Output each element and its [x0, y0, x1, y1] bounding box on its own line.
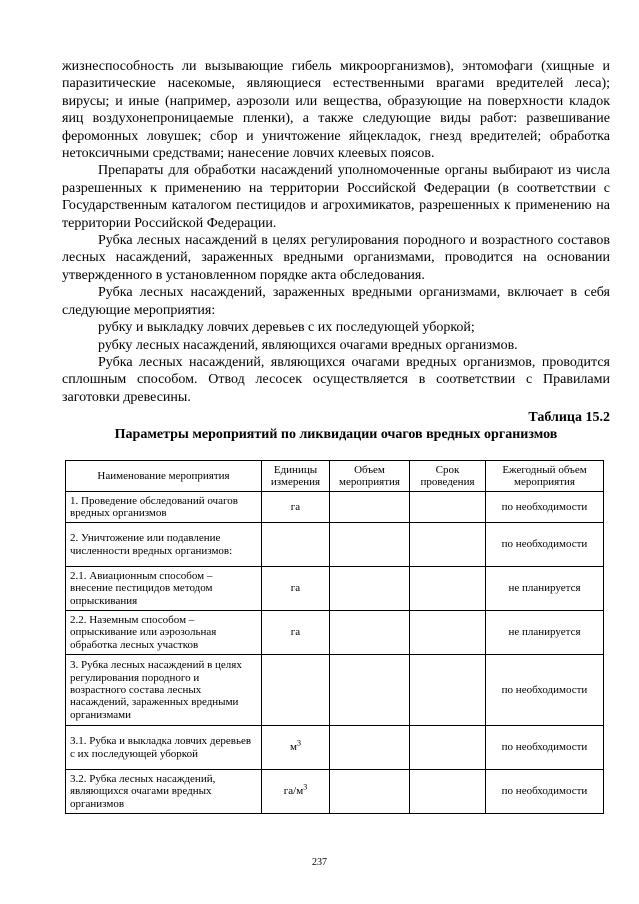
- table-row: [66, 567, 604, 611]
- paragraph-5: рубку и выкладку ловчих деревьев с их последующей уборкой;: [98, 320, 475, 336]
- cell-annual: по необходимости: [486, 492, 604, 523]
- cell-annual: по необходимости: [486, 726, 604, 770]
- cell-unit: [262, 770, 330, 814]
- paragraph-7: Рубка лесных насаждений, являющихся очагами вредных организмов, проводится сплошным способом. Отвод лесосек осуществляется в соответствии с Правилами заготовки древесины.: [62, 354, 610, 405]
- cell-annual: по необходимости: [486, 655, 604, 726]
- table-header-row: [66, 461, 604, 492]
- table-row: [66, 655, 604, 726]
- table-row: [66, 726, 604, 770]
- cell-term: [410, 611, 486, 655]
- cell-unit: [262, 567, 330, 611]
- cell-name: 2.2. Наземным способом – опрыскивание или аэрозольная обработка лесных участков: [66, 611, 262, 655]
- cell-annual: по необходимости: [486, 523, 604, 567]
- table-row: [66, 523, 604, 567]
- cell-term: [410, 770, 486, 814]
- cell-unit: [262, 611, 330, 655]
- cell-term: [410, 492, 486, 523]
- paragraph-1: жизнеспособность ли вызывающие гибель микроорганизмов), энтомофаги (хищные и паразитические насекомые, являющиеся естественными врагами вредителей леса); вирусы; и иные (например, аэрозоли или вещества, образующие на поверхности кладок яиц воздухонепроницаемые пленки), а также следующие виды работ: развешивание феромонных ловушек; сбор и уничтожение яйцекладок, гнезд вредителей; обработка нетоксичными средствами; нанесение ловчих клеевых поясов.: [62, 59, 610, 162]
- cell-name: 1. Проведение обследований очагов вредных организмов: [66, 492, 262, 523]
- paragraph-2: Препараты для обработки насаждений уполномоченные органы выбирают из числа разрешенных к применению на территории Российской Федерации (в соответствии с Государственным каталогом пестицидов и агрохимикатов, разрешенных к применению на территории Российской Федерации.: [62, 163, 610, 231]
- table-row: [66, 611, 604, 655]
- header-term: Срок проведения: [410, 461, 486, 492]
- cell-term: [410, 523, 486, 567]
- unit-text: га/м: [283, 785, 304, 798]
- cell-annual: не планируется: [486, 567, 604, 611]
- cell-unit: [262, 726, 330, 770]
- table-number: Таблица 15.2: [528, 410, 610, 426]
- cell-volume: [330, 567, 410, 611]
- cell-annual: не планируется: [486, 611, 604, 655]
- unit-text: га: [290, 500, 301, 513]
- cell-name: 3.1. Рубка и выкладка ловчих деревьев с их последующей уборкой: [66, 726, 262, 770]
- cell-volume: [330, 655, 410, 726]
- cell-unit: [262, 655, 330, 726]
- header-annual: Ежегодный объем мероприятия: [486, 461, 604, 492]
- unit-sup: 3: [296, 738, 301, 748]
- cell-name: 3.2. Рубка лесных насаждений, являющихся очагами вредных организмов: [66, 770, 262, 814]
- unit-sup: 3: [303, 782, 308, 792]
- paragraph-6: рубку лесных насаждений, являющихся очагами вредных организмов.: [98, 337, 518, 353]
- cell-volume: [330, 523, 410, 567]
- table-row: [66, 770, 604, 814]
- cell-volume: [330, 492, 410, 523]
- page-number: 237: [312, 857, 327, 868]
- cell-volume: [330, 611, 410, 655]
- header-volume: Объем мероприятия: [330, 461, 410, 492]
- unit-text: га: [290, 582, 301, 595]
- measures-table: [65, 460, 604, 814]
- table-title: Параметры мероприятий по ликвидации очагов вредных организмов: [114, 427, 558, 443]
- cell-name: 3. Рубка лесных насаждений в целях регулирования породного и возрастного состава лесных насаждений, зараженных вредными организмами: [66, 655, 262, 726]
- cell-name: 2.1. Авиационным способом – внесение пестицидов методом опрыскивания: [66, 567, 262, 611]
- unit-text: м: [290, 741, 297, 754]
- document-page: [62, 58, 610, 814]
- cell-annual: по необходимости: [486, 770, 604, 814]
- header-name: Наименование мероприятия: [66, 461, 262, 492]
- header-unit: Единицы измерения: [262, 461, 330, 492]
- cell-volume: [330, 770, 410, 814]
- table-row: [66, 492, 604, 523]
- cell-name: 2. Уничтожение или подавление численности вредных организмов:: [66, 523, 262, 567]
- cell-unit: [262, 523, 330, 567]
- unit-text: га: [290, 626, 301, 639]
- paragraph-3: Рубка лесных насаждений в целях регулирования породного и возрастного составов лесных насаждений, зараженных вредными организмами, проводится на основании утвержденного в установленном порядке акта обследования.: [62, 233, 610, 283]
- cell-volume: [330, 726, 410, 770]
- paragraph-4: Рубка лесных насаждений, зараженных вредными организмами, включает в себя следующие мероприятия:: [62, 285, 610, 318]
- cell-term: [410, 726, 486, 770]
- cell-unit: [262, 492, 330, 523]
- cell-term: [410, 567, 486, 611]
- cell-term: [410, 655, 486, 726]
